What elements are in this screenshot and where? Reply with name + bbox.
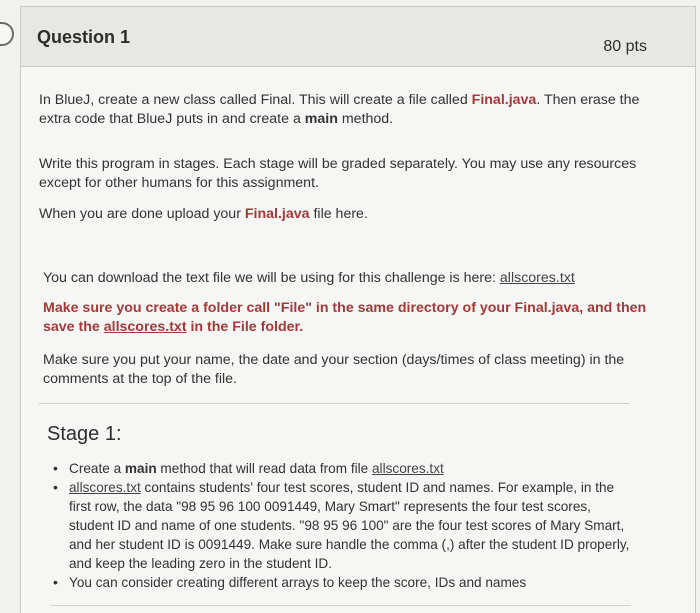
instruction-paragraph-1 [39, 91, 659, 129]
text: contains students' four test scores, student ID and names. For example, in the first row, the data "98 95 96 100 0091449, Mary Smart" represents the four test scores, student ID and name of one students. "98 95 96 100" are the four test scores of Mary Smart, and her student ID is 0091449. Make sure handle the comma (,) after the student ID properly, and keep the leading zero in the student ID. [69, 480, 630, 571]
text: You can download the text file we will be using for this challenge is here: [43, 270, 500, 286]
file-name-highlight: Final.java [471, 92, 537, 108]
text: in the File folder. [186, 319, 304, 335]
text: file here. [309, 206, 368, 222]
name-date-instruction: Make sure you put your name, the date and your section (days/times of class meeting) in the comments at the top of the file. [43, 352, 625, 387]
bullet-icon: • [53, 460, 58, 476]
text: . Then erase the extra code that BlueJ puts in and create a [39, 92, 640, 127]
allscores-download-link[interactable]: allscores.txt [499, 270, 575, 286]
folder-instruction-paragraph [43, 299, 663, 337]
section-divider [39, 403, 629, 404]
main-keyword: main [124, 461, 157, 476]
instruction-paragraph-2: Write this program in stages. Each stage will be graded separately. You may use any resources except for other humans for this assignment. [39, 156, 637, 191]
file-name-highlight: Final.java [244, 206, 310, 222]
bullet-icon: • [53, 479, 58, 495]
question-header [21, 7, 695, 67]
text: You can consider creating different arrays to keep the score, IDs and names [69, 575, 527, 590]
stage-1-heading: Stage 1: [47, 423, 122, 445]
text: method that will read data from file [156, 461, 372, 476]
stage-1-list [51, 459, 631, 592]
question-card [20, 6, 696, 613]
text: Make sure you create a folder call "File" in the same directory of your Final.java, and then save the [43, 300, 647, 335]
allscores-link[interactable]: allscores.txt [372, 461, 444, 476]
download-paragraph [43, 269, 643, 288]
bottom-divider [51, 605, 631, 606]
allscores-link[interactable]: allscores.txt [103, 319, 187, 335]
list-item [51, 459, 631, 478]
collapse-bracket-icon[interactable] [0, 22, 14, 46]
main-keyword: main [304, 111, 338, 127]
allscores-link[interactable]: allscores.txt [69, 480, 141, 495]
question-points: 80 pts [603, 38, 647, 55]
instruction-paragraph-3 [39, 205, 639, 224]
text: In BlueJ, create a new class called Final. This will create a file called [39, 92, 472, 108]
text: When you are done upload your [39, 206, 245, 222]
list-item [51, 573, 631, 592]
bullet-icon: • [53, 574, 58, 590]
text: method. [337, 111, 394, 127]
text: Create a [69, 461, 125, 476]
list-item [51, 478, 631, 573]
question-title: Question 1 [37, 27, 131, 47]
